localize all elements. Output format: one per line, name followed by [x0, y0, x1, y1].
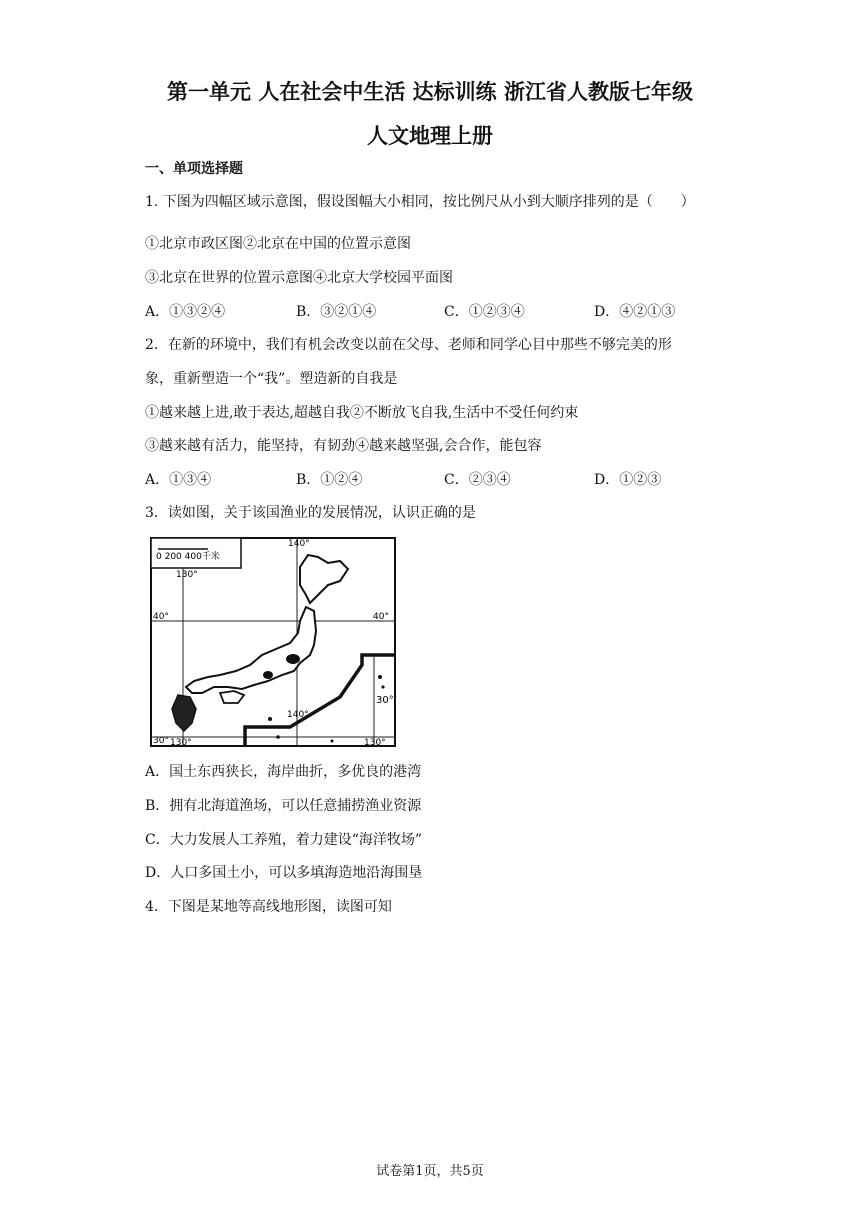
lat-label-30-left: 30° [153, 736, 169, 746]
q3-stem: 3．读如图，关于该国渔业的发展情况，认识正确的是 [145, 505, 476, 521]
lat-label-40-right: 40° [373, 612, 389, 622]
q1-option-c: C．①②③④ [444, 304, 525, 320]
q2-option-b: B．①②④ [296, 472, 363, 488]
shikoku-island [220, 691, 244, 703]
q3-option-a: A．国土东西狭长，海岸曲折，多优良的港湾 [145, 764, 422, 780]
q2-line3: ①越来越上进,敢于表达,超越自我②不断放飞自我,生活中不受任何约束 [145, 405, 579, 421]
q1-line3: ③北京在世界的位置示意图④北京大学校园平面图 [145, 270, 453, 286]
scale-label: 0 200 400千米 [156, 552, 220, 562]
q2-option-a: A．①③④ [145, 472, 212, 488]
lon-label-140-bottom: 140° [287, 710, 309, 720]
q1-option-d: D．④②①③ [594, 304, 676, 320]
page-footer: 试卷第1页，共5页 [376, 1164, 484, 1179]
section-heading: 一、单项选择题 [145, 161, 243, 177]
q3-option-d: D．人口多国土小，可以多填海造地沿海围垦 [145, 865, 423, 881]
lon-label-140-top: 140° [288, 539, 310, 549]
small-island [378, 675, 382, 679]
q3-option-b: B．拥有北海道渔场，可以任意捕捞渔业资源 [145, 798, 422, 814]
page-title-line1: 第一单元 人在社会中生活 达标训练 浙江省人教版七年级 [167, 80, 693, 104]
kanto-patch [286, 654, 300, 664]
q2-line4: ③越来越有活力，能坚持，有韧劲④越来越坚强,会合作，能包容 [145, 438, 542, 454]
lon-label-130-bottom: 130° [170, 738, 192, 747]
small-island [331, 740, 334, 743]
lat-label-40-left: 40° [153, 612, 169, 622]
small-island [276, 735, 280, 739]
q1-stem: 1. 下图为四幅区域示意图，假设图幅大小相同，按比例尺从小到大顺序排列的是（ ） [145, 194, 695, 210]
q2-stem-line1: 2．在新的环境中，我们有机会改变以前在父母、老师和同学心目中那些不够完美的形 [145, 337, 672, 353]
small-island [381, 685, 384, 688]
q2-stem-line2: 象，重新塑造一个“我”。塑造新的自我是 [145, 371, 398, 387]
q4-stem: 4．下图是某地等高线地形图，读图可知 [145, 899, 392, 915]
q3-option-c: C．大力发展人工养殖，着力建设“海洋牧场” [145, 832, 423, 848]
q1-option-a: A．①③②④ [145, 304, 226, 320]
q1-line2: ①北京市政区图②北京在中国的位置示意图 [145, 236, 411, 252]
kansai-patch [263, 671, 273, 679]
lon-label-right-bottom: 130° [364, 738, 386, 747]
page-title-line2: 人文地理上册 [367, 124, 493, 148]
japan-map-figure [150, 537, 396, 747]
q1-option-b: B．③②①④ [296, 304, 377, 320]
q2-option-c: C．②③④ [444, 472, 511, 488]
lon-label-130-top: 130° [176, 570, 198, 580]
small-island [268, 717, 272, 721]
q2-option-d: D．①②③ [594, 472, 662, 488]
lat-label-30-right: 30° [376, 695, 394, 706]
